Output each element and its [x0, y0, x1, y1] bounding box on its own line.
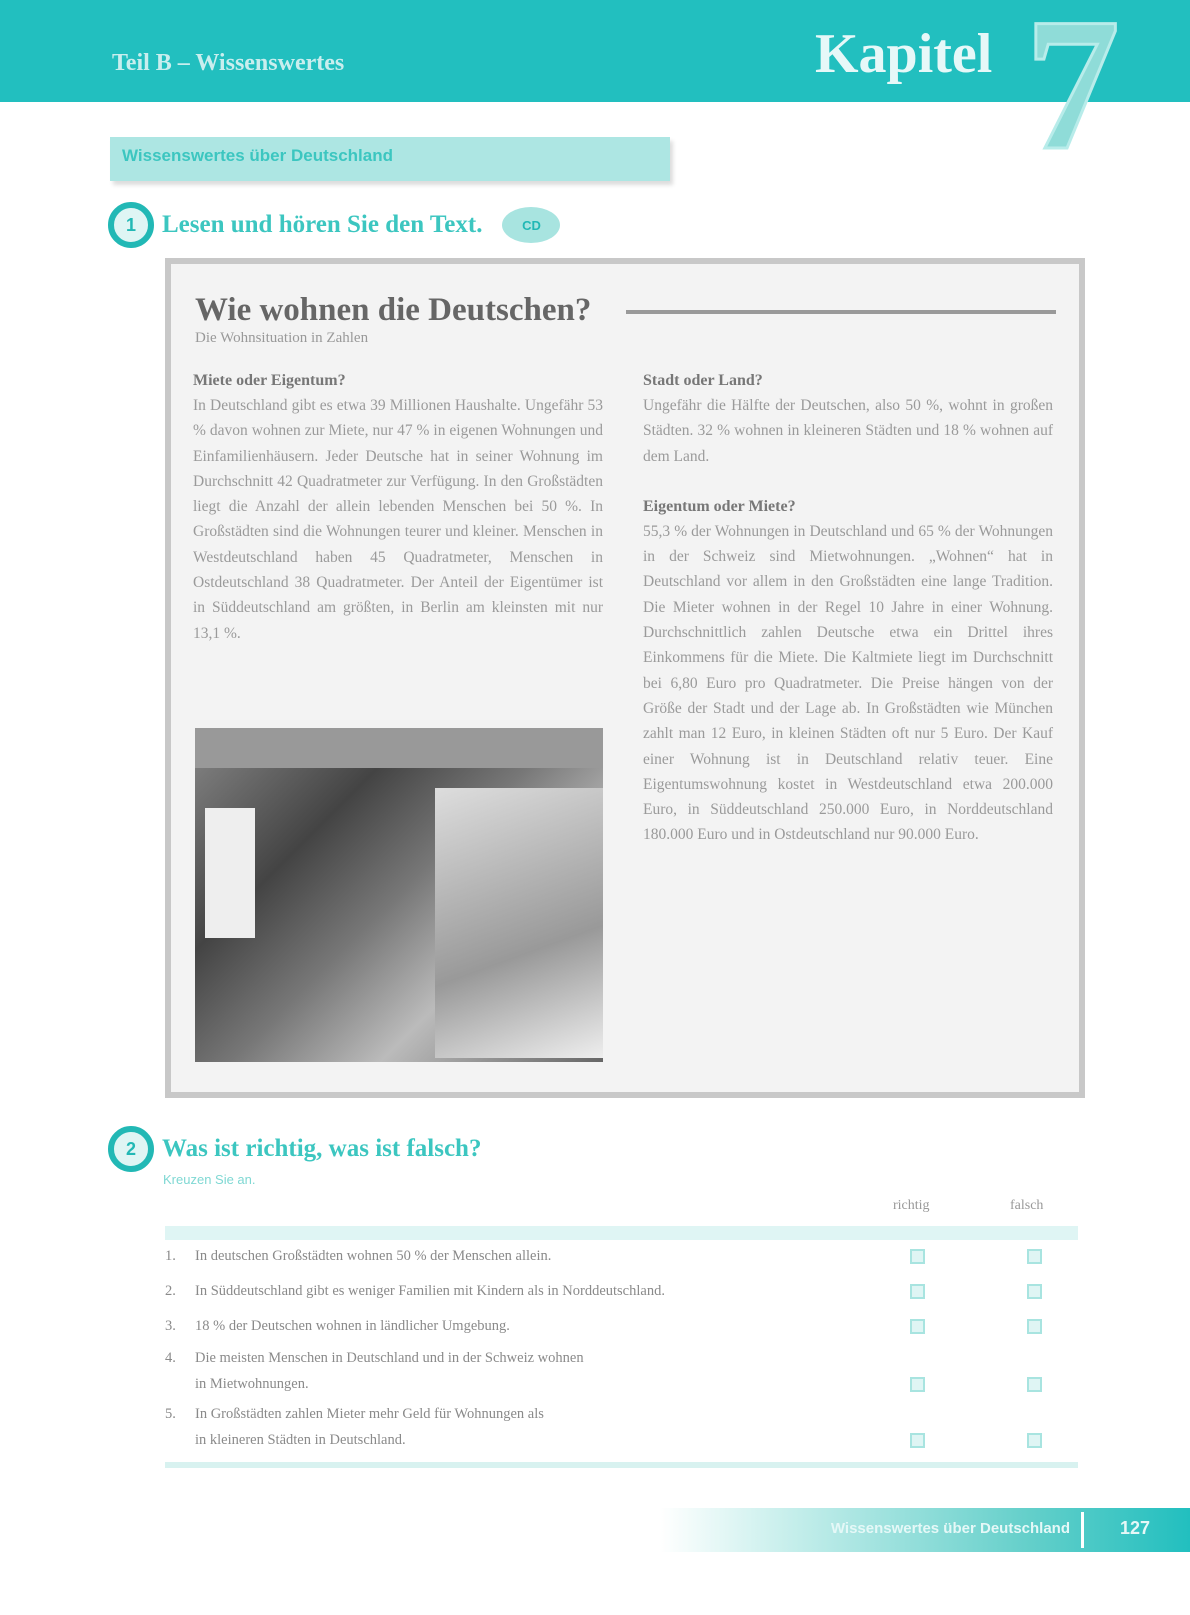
footer-text: Wissenswertes über Deutschland — [830, 1520, 1070, 1537]
item-number: 1. — [165, 1248, 176, 1264]
article-left-column — [193, 368, 603, 646]
page-number: 127 — [1119, 1518, 1150, 1538]
street-photo — [195, 728, 603, 1062]
statement-text: in kleineren Städten in Deutschland. — [195, 1432, 406, 1448]
chapter-header — [0, 0, 1190, 102]
section-body: In Deutschland gibt es etwa 39 Millionen Haushalte. Ungefähr 53 % davon wohnen zur Miete, nur 47 % in eigenen Wohnungen und Einfamilienhäusern. Jeder Deutsche hat in seiner Wohnung im Durchschnitt 42 Quadratmeter zur Verfügung. In den Großstädten liegt die Anzahl der allein lebenden Menschen bei 50 %. In Großstädten sind die Wohnungen teurer und kleiner. Menschen in Westdeutschland haben 45 Quadratmeter, Menschen in Ostdeutschland 38 Quadratmeter. Der Anteil der Eigentümer ist in Süddeutschland am größten, in Berlin am kleinsten mit nur 13,1 %. — [193, 397, 603, 642]
section-heading: Miete oder Eigentum? — [193, 372, 346, 389]
statement-text: In Süddeutschland gibt es weniger Familien mit Kindern als in Norddeutschland. — [195, 1283, 665, 1299]
statement-text: In deutschen Großstädten wohnen 50 % der Menschen allein. — [195, 1248, 552, 1264]
statement-text: In Großstädten zahlen Mieter mehr Geld für Wohnungen als — [195, 1406, 544, 1422]
statement-text: in Mietwohnungen. — [195, 1376, 309, 1392]
statement-row — [165, 1313, 1078, 1343]
item-number: 4. — [165, 1350, 176, 1366]
exercise-hint: Kreuzen Sie an. — [163, 1172, 256, 1187]
false-checkbox[interactable] — [1027, 1284, 1042, 1299]
false-checkbox[interactable] — [1027, 1249, 1042, 1264]
statement-row — [165, 1345, 1078, 1401]
audio-cd-icon[interactable]: CD — [502, 207, 560, 243]
statement-row — [165, 1243, 1078, 1273]
false-checkbox[interactable] — [1027, 1433, 1042, 1448]
article-right-column — [643, 368, 1053, 848]
true-checkbox[interactable] — [910, 1433, 925, 1448]
exercise-1-heading — [108, 202, 560, 248]
page-footer — [660, 1508, 1190, 1552]
title-rule — [626, 310, 1056, 314]
section-body: 55,3 % der Wohnungen in Deutschland und 65 % der Wohnungen in der Schweiz sind Mietwohnungen. „Wohnen“ hat in Deutschland vor allem in den Großstädten eine lange Tradition. Die Mieter wohnen in der Regel 10 Jahre in einer Wohnung. Durchschnittlich zahlen Deutsche etwa ein Drittel ihres Einkommens für die Miete. Die Kaltmiete liegt im Durchschnitt bei 6,80 Euro pro Quadratmeter. Die Preise hängen von der Größe der Stadt und der Lage ab. In Großstädten wie München zahlt man 12 Euro, in kleinen Städten oft nur 5 Euro. Der Kauf einer Wohnung ist in Deutschland relativ teuer. Eine Eigentumswohnung kostet in Westdeutschland etwa 200.000 Euro, in Süddeutschland 250.000 Euro, in Norddeutschland 180.000 Euro und in Ostdeutschland nur 90.000 Euro. — [643, 522, 1053, 844]
exercise-instruction: Was ist richtig, was ist falsch? — [162, 1135, 482, 1162]
topic-banner: Wissenswertes über Deutschland — [110, 137, 670, 181]
article-subtitle: Die Wohnsituation in Zahlen — [195, 330, 369, 346]
chapter-label: Kapitel — [815, 23, 993, 85]
table-header-band — [165, 1226, 1078, 1240]
statement-row — [165, 1278, 1078, 1308]
true-checkbox[interactable] — [910, 1284, 925, 1299]
exercise-number: 1 — [108, 202, 154, 248]
exercise-2-heading — [108, 1126, 481, 1172]
section-heading: Stadt oder Land? — [643, 372, 763, 389]
statement-text: 18 % der Deutschen wohnen in ländlicher Umgebung. — [195, 1318, 510, 1334]
column-true: richtig — [893, 1198, 930, 1213]
exercise-instruction: Lesen und hören Sie den Text. — [162, 211, 483, 238]
true-checkbox[interactable] — [910, 1319, 925, 1334]
section-body: Ungefähr die Hälfte der Deutschen, also 50 %, wohnt in großen Städten. 32 % wohnen in kleineren Städten und 18 % wohnen auf dem Land. — [643, 397, 1053, 465]
false-checkbox[interactable] — [1027, 1319, 1042, 1334]
article-title: Wie wohnen die Deutschen? — [195, 292, 592, 328]
item-number: 2. — [165, 1283, 176, 1299]
true-checkbox[interactable] — [910, 1377, 925, 1392]
table-bottom-rule — [165, 1462, 1078, 1468]
chapter-number: 7 — [1025, 0, 1120, 190]
footer-divider — [1081, 1512, 1084, 1548]
false-checkbox[interactable] — [1027, 1377, 1042, 1392]
item-number: 5. — [165, 1406, 176, 1422]
statement-text: Die meisten Menschen in Deutschland und in der Schweiz wohnen — [195, 1350, 584, 1366]
statement-row — [165, 1401, 1078, 1457]
item-number: 3. — [165, 1318, 176, 1334]
column-false: falsch — [1010, 1198, 1044, 1213]
exercise-number: 2 — [108, 1126, 154, 1172]
article-box — [165, 258, 1085, 1098]
true-checkbox[interactable] — [910, 1249, 925, 1264]
part-title: Teil B – Wissenswertes — [112, 50, 345, 76]
section-heading: Eigentum oder Miete? — [643, 497, 796, 515]
